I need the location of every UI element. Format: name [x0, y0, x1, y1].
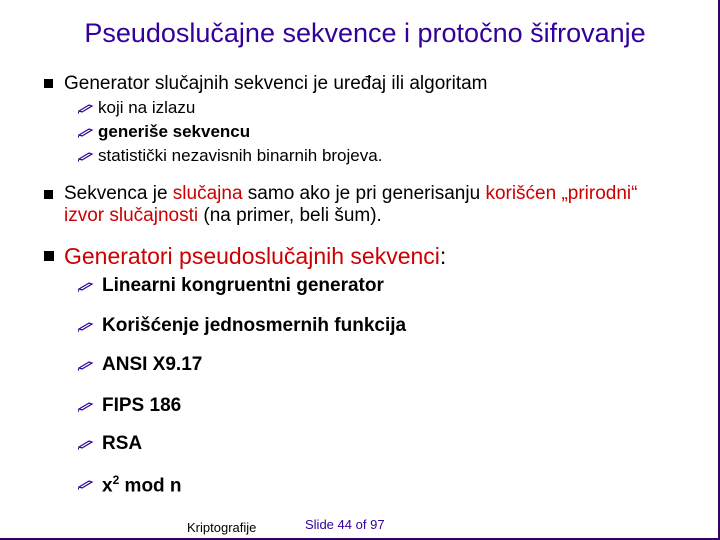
- pen-bullet-icon: [78, 101, 94, 115]
- pen-bullet-icon: [78, 399, 94, 413]
- method-6: [78, 473, 182, 497]
- bullet-text-plain: je: [307, 73, 334, 94]
- bullet-text-bold: Generator slučajnih sekvenci: [64, 73, 308, 94]
- footer-course: Kriptografije: [187, 520, 257, 535]
- method-4: [78, 395, 181, 417]
- sub-bullet-1: [78, 98, 195, 118]
- text-izvor: izvor slučajnosti: [64, 205, 199, 226]
- square-bullet-icon: [44, 251, 54, 261]
- bullet-text-bold2: uređaj ili algoritam: [333, 73, 488, 94]
- method-2: [78, 315, 406, 337]
- slide-label: Slide: [305, 517, 334, 532]
- pen-bullet-icon: [78, 319, 94, 333]
- method-5: [78, 433, 142, 455]
- pen-bullet-icon: [78, 437, 94, 451]
- text-p3: (na primer, beli šum).: [198, 205, 382, 226]
- method-text: Korišćenje jednosmernih funkcija: [102, 315, 407, 336]
- pen-bullet-icon: [78, 149, 94, 163]
- method-3: [78, 354, 202, 376]
- pen-bullet-icon: [78, 125, 94, 139]
- square-bullet-icon: [44, 79, 53, 88]
- generatori-colon: :: [439, 243, 447, 269]
- slide-number: 44: [337, 517, 353, 532]
- text-slucajna: slučajna: [172, 183, 243, 204]
- pen-bullet-icon: [78, 279, 94, 293]
- sub-bullet-text: statistički nezavisnih binarnih brojeva.: [98, 146, 383, 165]
- bullet-generator: [44, 73, 488, 95]
- slide-title: Pseudoslučajne sekvence i protočno šifrovanje: [84, 18, 646, 48]
- square-bullet-icon: [44, 190, 53, 199]
- footer-slide-number: [305, 517, 385, 532]
- sub-bullet-2: [78, 122, 250, 142]
- method-1: [78, 275, 384, 297]
- generatori-heading: Generatori pseudoslučajnih sekvenci: [64, 243, 440, 269]
- bullet-sekvenca: [44, 183, 637, 227]
- sub-bullet-text: koji na izlazu: [98, 98, 196, 117]
- text-p1: Sekvenca je: [64, 183, 173, 204]
- method-text: ANSI X9.17: [102, 354, 203, 375]
- bullet-generatori: [44, 243, 446, 270]
- method-exponent: 2: [112, 473, 120, 487]
- method-text: RSA: [102, 433, 143, 454]
- method-rest: mod n: [119, 475, 182, 497]
- slide-total: of 97: [355, 517, 385, 532]
- method-x: x: [102, 475, 113, 497]
- text-koriscen: korišćen „prirodni“: [485, 183, 638, 204]
- pen-bullet-icon: [78, 358, 94, 372]
- pen-bullet-icon: [78, 477, 94, 491]
- sub-bullet-3: [78, 146, 382, 166]
- method-text: Linearni kongruentni generator: [102, 275, 384, 296]
- method-text: FIPS 186: [102, 395, 182, 416]
- sub-bullet-text: generiše sekvencu: [98, 122, 251, 141]
- text-p2: samo ako je pri generisanju: [242, 183, 486, 204]
